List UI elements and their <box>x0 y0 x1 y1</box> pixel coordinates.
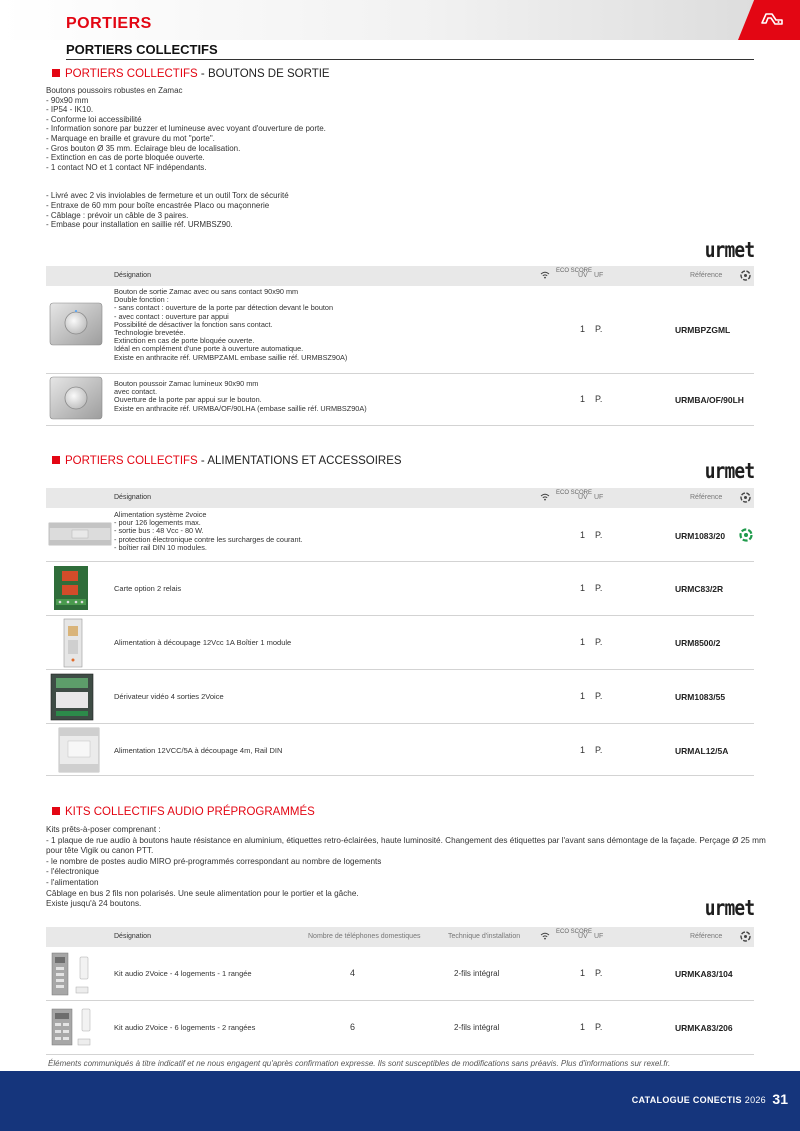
row-reference[interactable]: URMBA/OF/90LH <box>675 395 744 405</box>
urmet-logo: urmet <box>704 896 754 920</box>
table-row <box>46 508 754 562</box>
row-uv: 1 <box>580 394 586 404</box>
row-uv: 1 <box>580 1022 586 1032</box>
product-image-din-module <box>62 618 84 668</box>
row-technique: 2-fils intégral <box>454 969 500 978</box>
product-image-relay-card <box>51 565 91 611</box>
row-description: Bouton poussoir Zamac lumineux 90x90 mm avec contact. Ouverture de la porte par appui sur le bouton. Existe en anthracite réf. URMBA/OF/90LHA (embase saillie réf. URMBSZ90A) <box>114 379 367 413</box>
row-reference[interactable]: URMC83/2R <box>675 584 724 594</box>
page-number: 31 <box>772 1091 788 1107</box>
row-description: Bouton de sortie Zamac avec ou sans contact 90x90 mm Double fonction : - sans contact : ouverture de la porte par détection devant le bouton - avec contact : ouverture par appui Possibilité de désactiver la fonction sans contact. Technologie brevetée. Extinction en cas de porte bloquée ouverte. Idéal en complément d'une porte à ouverture automatique. Existe en anthracite réf. URMBPZAML embase saillie réf. URMBSZ90A) <box>114 287 348 362</box>
row-uf: P. <box>595 745 603 755</box>
table-header: Désignation ECO SCORE UV UF Référence <box>46 266 754 286</box>
eco-score-icon <box>740 270 751 283</box>
eco-score-icon <box>740 931 751 944</box>
row-reference[interactable]: URMAL12/5A <box>675 746 729 756</box>
bullet-square-icon <box>52 456 60 464</box>
eco-score-icon <box>739 528 753 542</box>
table-row <box>46 947 754 1001</box>
table-row <box>46 562 754 616</box>
row-reference[interactable]: URM8500/2 <box>675 638 721 648</box>
row-reference[interactable]: URMKA83/104 <box>675 969 733 979</box>
table-row <box>46 374 754 426</box>
table-row <box>46 286 754 374</box>
row-uf: P. <box>595 968 603 978</box>
row-description: Alimentation 12VCC/5A à découpage 4m, Rail DIN <box>114 746 283 755</box>
row-description: Alimentation à découpage 12Vcc 1A Boîtier 1 module <box>114 638 292 647</box>
row-description: Alimentation système 2voice - pour 126 logements max. - sortie bus : 48 Vcc - 80 W. - protection électronique contre les surcharges de courant. - boîtier rail DIN 10 modules. <box>114 510 303 552</box>
section-heading-audio-kits: KITS COLLECTIFS AUDIO PRÉPROGRAMMÉS <box>52 806 315 818</box>
bullet-square-icon <box>52 69 60 77</box>
bullet-square-icon <box>52 807 60 815</box>
intercom-icon <box>760 11 784 27</box>
row-uv: 1 <box>580 530 586 540</box>
subchapter-title: PORTIERS COLLECTIFS <box>66 42 218 57</box>
row-reference[interactable]: URM1083/20 <box>675 531 726 541</box>
row-description: Kit audio 2Voice - 6 logements - 2 rangées <box>114 1023 256 1032</box>
row-uf: P. <box>595 324 603 334</box>
urmet-logo: urmet <box>704 459 754 483</box>
table-row <box>46 670 754 724</box>
chapter-title: PORTIERS <box>66 15 152 32</box>
product-image-video-distributor <box>48 672 96 722</box>
row-uf: P. <box>595 394 603 404</box>
row-uv: 1 <box>580 583 586 593</box>
table-row <box>46 1001 754 1055</box>
row-uv: 1 <box>580 691 586 701</box>
row-reference[interactable]: URMBPZGML <box>675 325 731 335</box>
row-uv: 1 <box>580 324 586 334</box>
eco-score-icon <box>740 492 751 505</box>
row-uf: P. <box>595 1022 603 1032</box>
wifi-icon <box>540 271 550 281</box>
section-description: Kits prêts-à-poser comprenant : - 1 plaque de rue audio à boutons haute résistance en aluminium, étiquettes retro-éclairées, haute luminosité. Changement des étiquettes par l'avant sans démontage de la façade. Perçage Ø 25 mm pour tête Vigik ou canon PTT. - le nombre de postes audio MIRO pré-programmés correspondant au nombre de logements - l'électronique - l'alimentation Câblage en bus 2 fils non polarisés. Une seule alimentation pour le portier et la gâche. Existe jusqu'à 24 boutons. <box>46 825 766 909</box>
row-uv: 1 <box>580 637 586 647</box>
section-description: Boutons poussoirs robustes en Zamac - 90x90 mm - IP54 - IK10. - Conforme loi accessibilité - Information sonore par buzzer et lumineuse avec voyant d'ouverture de porte. - Marquage en braille et gravure du mot "porte". - Gros bouton Ø 35 mm. Eclairage bleu de localisation. - Extinction en cas de porte bloquée ouverte. - 1 contact NO et 1 contact NF indépendants. - Livré avec 2 vis inviolables de fermeture et un outil Torx de sécurité - Entraxe de 60 mm pour boîte encastrée Placo ou maçonnerie - Câblage : prévoir un câble de 3 paires. - Embase pour installation en saillie réf. URMBSZ90. <box>46 86 326 230</box>
section-heading-exit-buttons: PORTIERS COLLECTIFS - BOUTONS DE SORTIE <box>52 68 330 80</box>
row-description: Kit audio 2Voice - 4 logements - 1 rangée <box>114 969 252 978</box>
product-image-audio-kit-1-row <box>50 949 102 999</box>
product-image-exit-button-contactless <box>48 295 104 351</box>
section-heading-power-supplies: PORTIERS COLLECTIFS - ALIMENTATIONS ET ACCESSOIRES <box>52 455 402 467</box>
wifi-icon <box>540 932 550 942</box>
product-image-din-power-4m <box>56 726 102 774</box>
row-phones: 6 <box>350 1022 356 1032</box>
row-description: Dérivateur vidéo 4 sorties 2Voice <box>114 692 224 701</box>
title-divider <box>66 59 754 60</box>
table-header: Désignation Nombre de téléphones domestiques Technique d'installation ECO SCORE UV UF Référence <box>46 927 754 947</box>
row-uf: P. <box>595 637 603 647</box>
catalog-label: CATALOGUE CONECTIS 2026 <box>631 1095 766 1105</box>
row-uf: P. <box>595 583 603 593</box>
row-reference[interactable]: URMKA83/206 <box>675 1023 733 1033</box>
row-description: Carte option 2 relais <box>114 584 182 593</box>
row-uf: P. <box>595 530 603 540</box>
row-uv: 1 <box>580 745 586 755</box>
table-header: Désignation ECO SCORE UV UF Référence <box>46 488 754 508</box>
table-row <box>46 616 754 670</box>
product-image-din-power-supply <box>48 520 112 548</box>
table-row <box>46 724 754 776</box>
row-reference[interactable]: URM1083/55 <box>675 692 726 702</box>
row-uv: 1 <box>580 968 586 978</box>
product-image-exit-push-button <box>48 374 104 424</box>
product-image-audio-kit-2-rows <box>50 1003 102 1053</box>
wifi-icon <box>540 493 550 503</box>
urmet-logo: urmet <box>704 238 754 262</box>
row-uf: P. <box>595 691 603 701</box>
row-technique: 2-fils intégral <box>454 1023 500 1032</box>
disclaimer-note: Éléments communiqués à titre indicatif et ne nous engagent qu'après confirmation expresse. Ils sont susceptibles de modifications sans préavis. Plus d'informations sur rexel.fr. <box>48 1059 671 1068</box>
row-phones: 4 <box>350 968 356 978</box>
